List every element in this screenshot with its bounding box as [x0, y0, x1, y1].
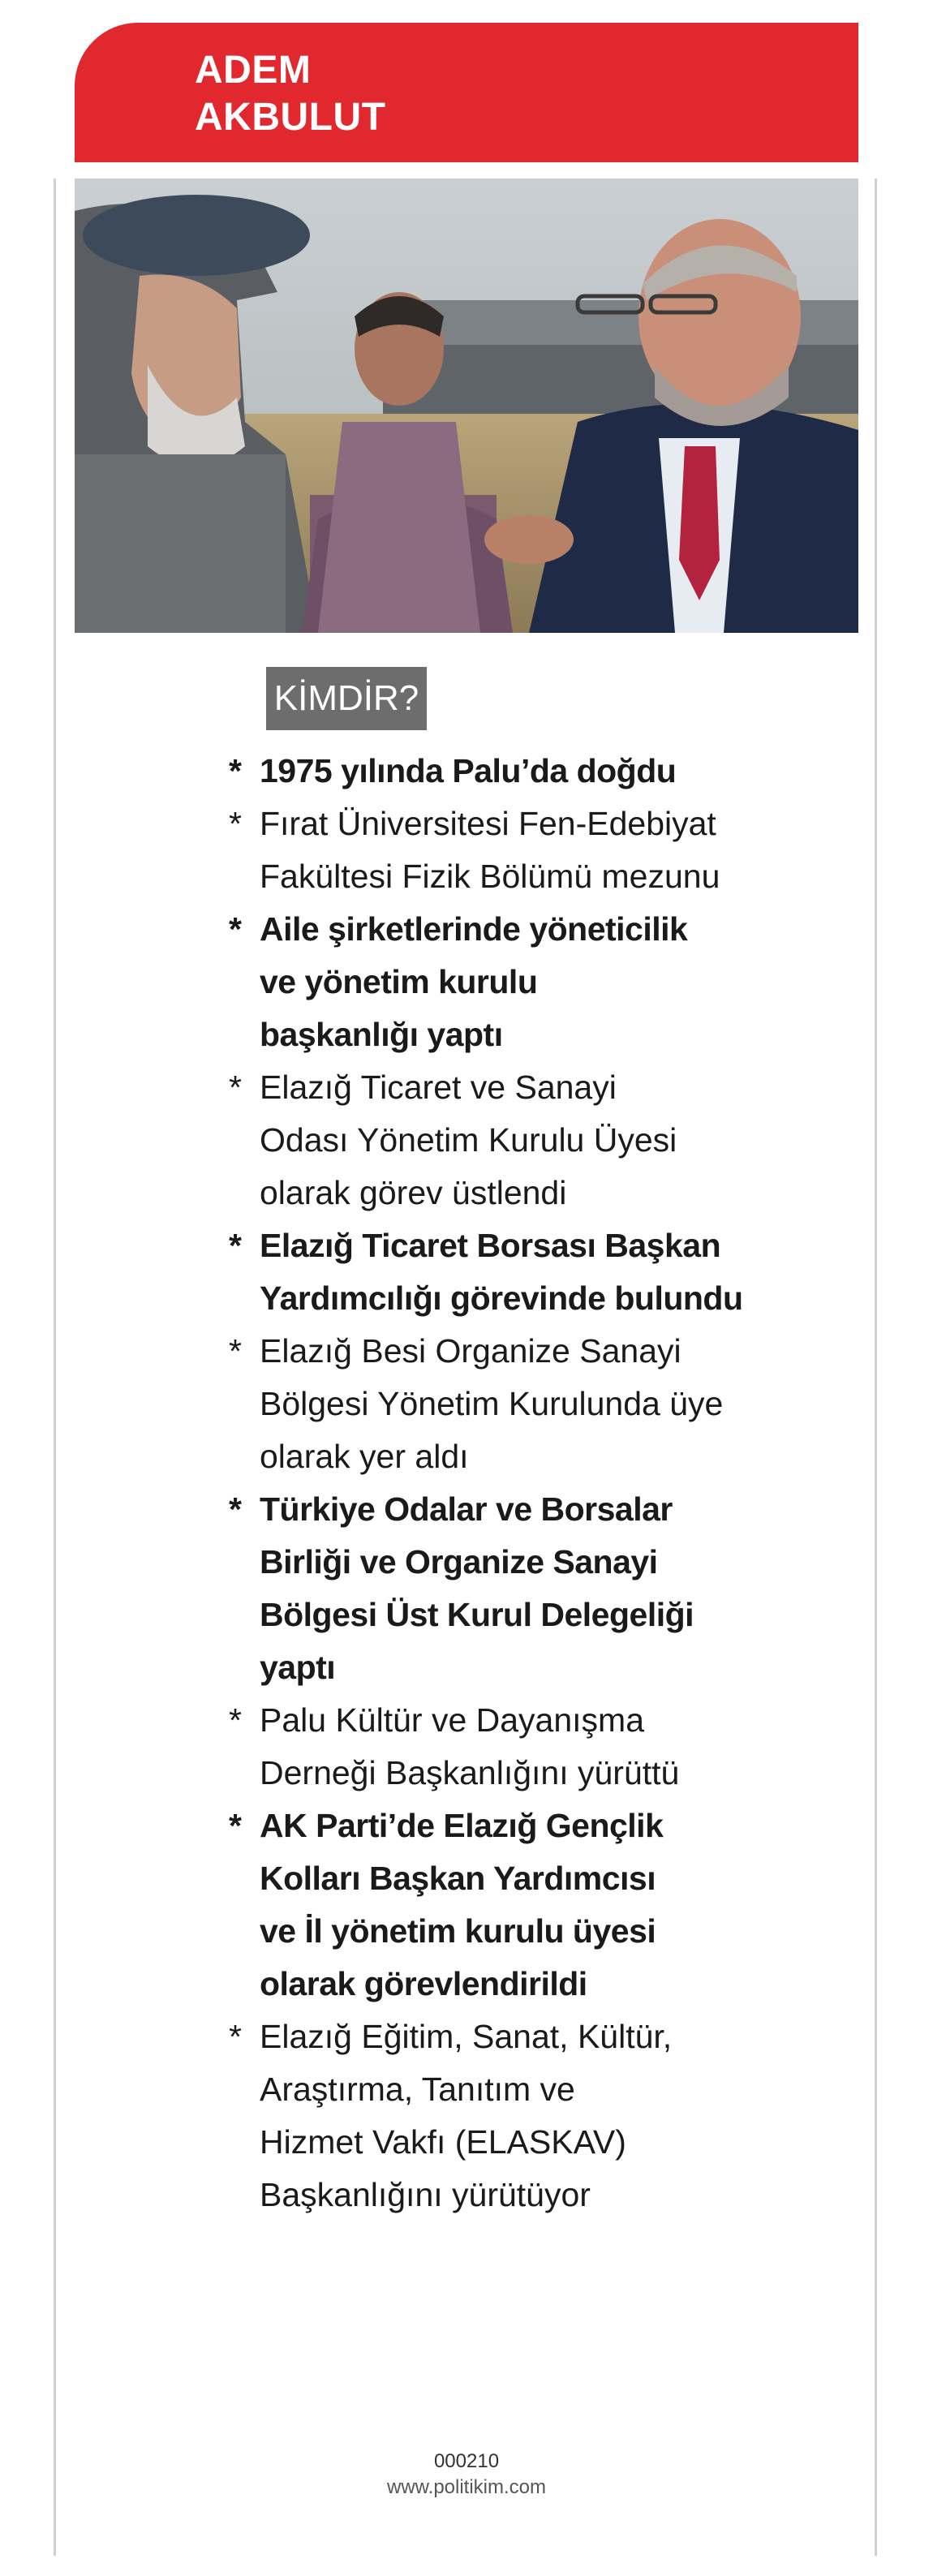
bio-item-text: Elazığ Ticaret ve Sanayi Odası Yönetim Kurulu Üyesi olarak görev üstlendi [260, 1069, 677, 1211]
bio-item-text: Aile şirketlerinde yöneticilik ve yönetim kurulu başkanlığı yaptı [260, 910, 688, 1053]
name-line-1: ADEM [195, 49, 312, 92]
bio-item-text: Türkiye Odalar ve Borsalar Birliği ve Organize Sanayi Bölgesi Üst Kurul Delegeliği yaptı [260, 1490, 694, 1686]
bio-item-text: 1975 yılında Palu’da doğdu [260, 752, 677, 789]
bio-item-text: Palu Kültür ve Dayanışma Derneği Başkanlığını yürüttü [260, 1701, 680, 1791]
name-header-banner [75, 23, 858, 162]
bio-item [229, 798, 845, 903]
bullet-star: * [229, 1701, 242, 1739]
bullet-star: * [229, 752, 242, 789]
portrait-photo [75, 178, 858, 633]
bio-item [229, 903, 845, 1061]
footer-code: 000210 [433, 2450, 500, 2472]
bio-item-text: Elazığ Eğitim, Sanat, Kültür, Araştırma, Tanıtım ve Hizmet Vakfı (ELASKAV) Başkanlığını yürütüyor [260, 2018, 673, 2213]
right-frame-line [875, 178, 877, 2556]
bio-item [229, 1694, 845, 1800]
left-frame-line [54, 178, 56, 2556]
bio-item-text: AK Parti’de Elazığ Gençlik Kolları Başkan Yardımcısı ve İl yönetim kurulu üyesi olarak görevlendirildi [260, 1807, 664, 2002]
biography-list [229, 745, 845, 2221]
bio-item-text: Elazığ Ticaret Borsası Başkan Yardımcılığı görevinde bulundu [260, 1227, 743, 1317]
bullet-star: * [229, 1490, 242, 1528]
bio-item [229, 1325, 845, 1483]
bio-item-text: Elazığ Besi Organize Sanayi Bölgesi Yönetim Kurulunda üye olarak yer aldı [260, 1332, 724, 1475]
bio-item [229, 2010, 845, 2221]
footer-site: www.politikim.com [386, 2476, 547, 2498]
bullet-star: * [229, 1227, 242, 1264]
bio-item [229, 1219, 845, 1325]
bio-item [229, 1061, 845, 1219]
bullet-star: * [229, 1332, 242, 1370]
bullet-star: * [229, 805, 242, 842]
bio-item [229, 1483, 845, 1694]
bullet-star: * [229, 1069, 242, 1106]
bullet-star: * [229, 2018, 242, 2055]
name-line-2: AKBULUT [195, 96, 386, 139]
bio-item [229, 745, 845, 798]
person-name [195, 47, 385, 141]
bio-item-text: Fırat Üniversitesi Fen-Edebiyat Fakültesi Fizik Bölümü mezunu [260, 805, 720, 895]
section-label-kimdir: KİMDİR? [266, 667, 427, 730]
bullet-star: * [229, 1807, 242, 1844]
bio-item [229, 1800, 845, 2010]
bullet-star: * [229, 910, 242, 948]
